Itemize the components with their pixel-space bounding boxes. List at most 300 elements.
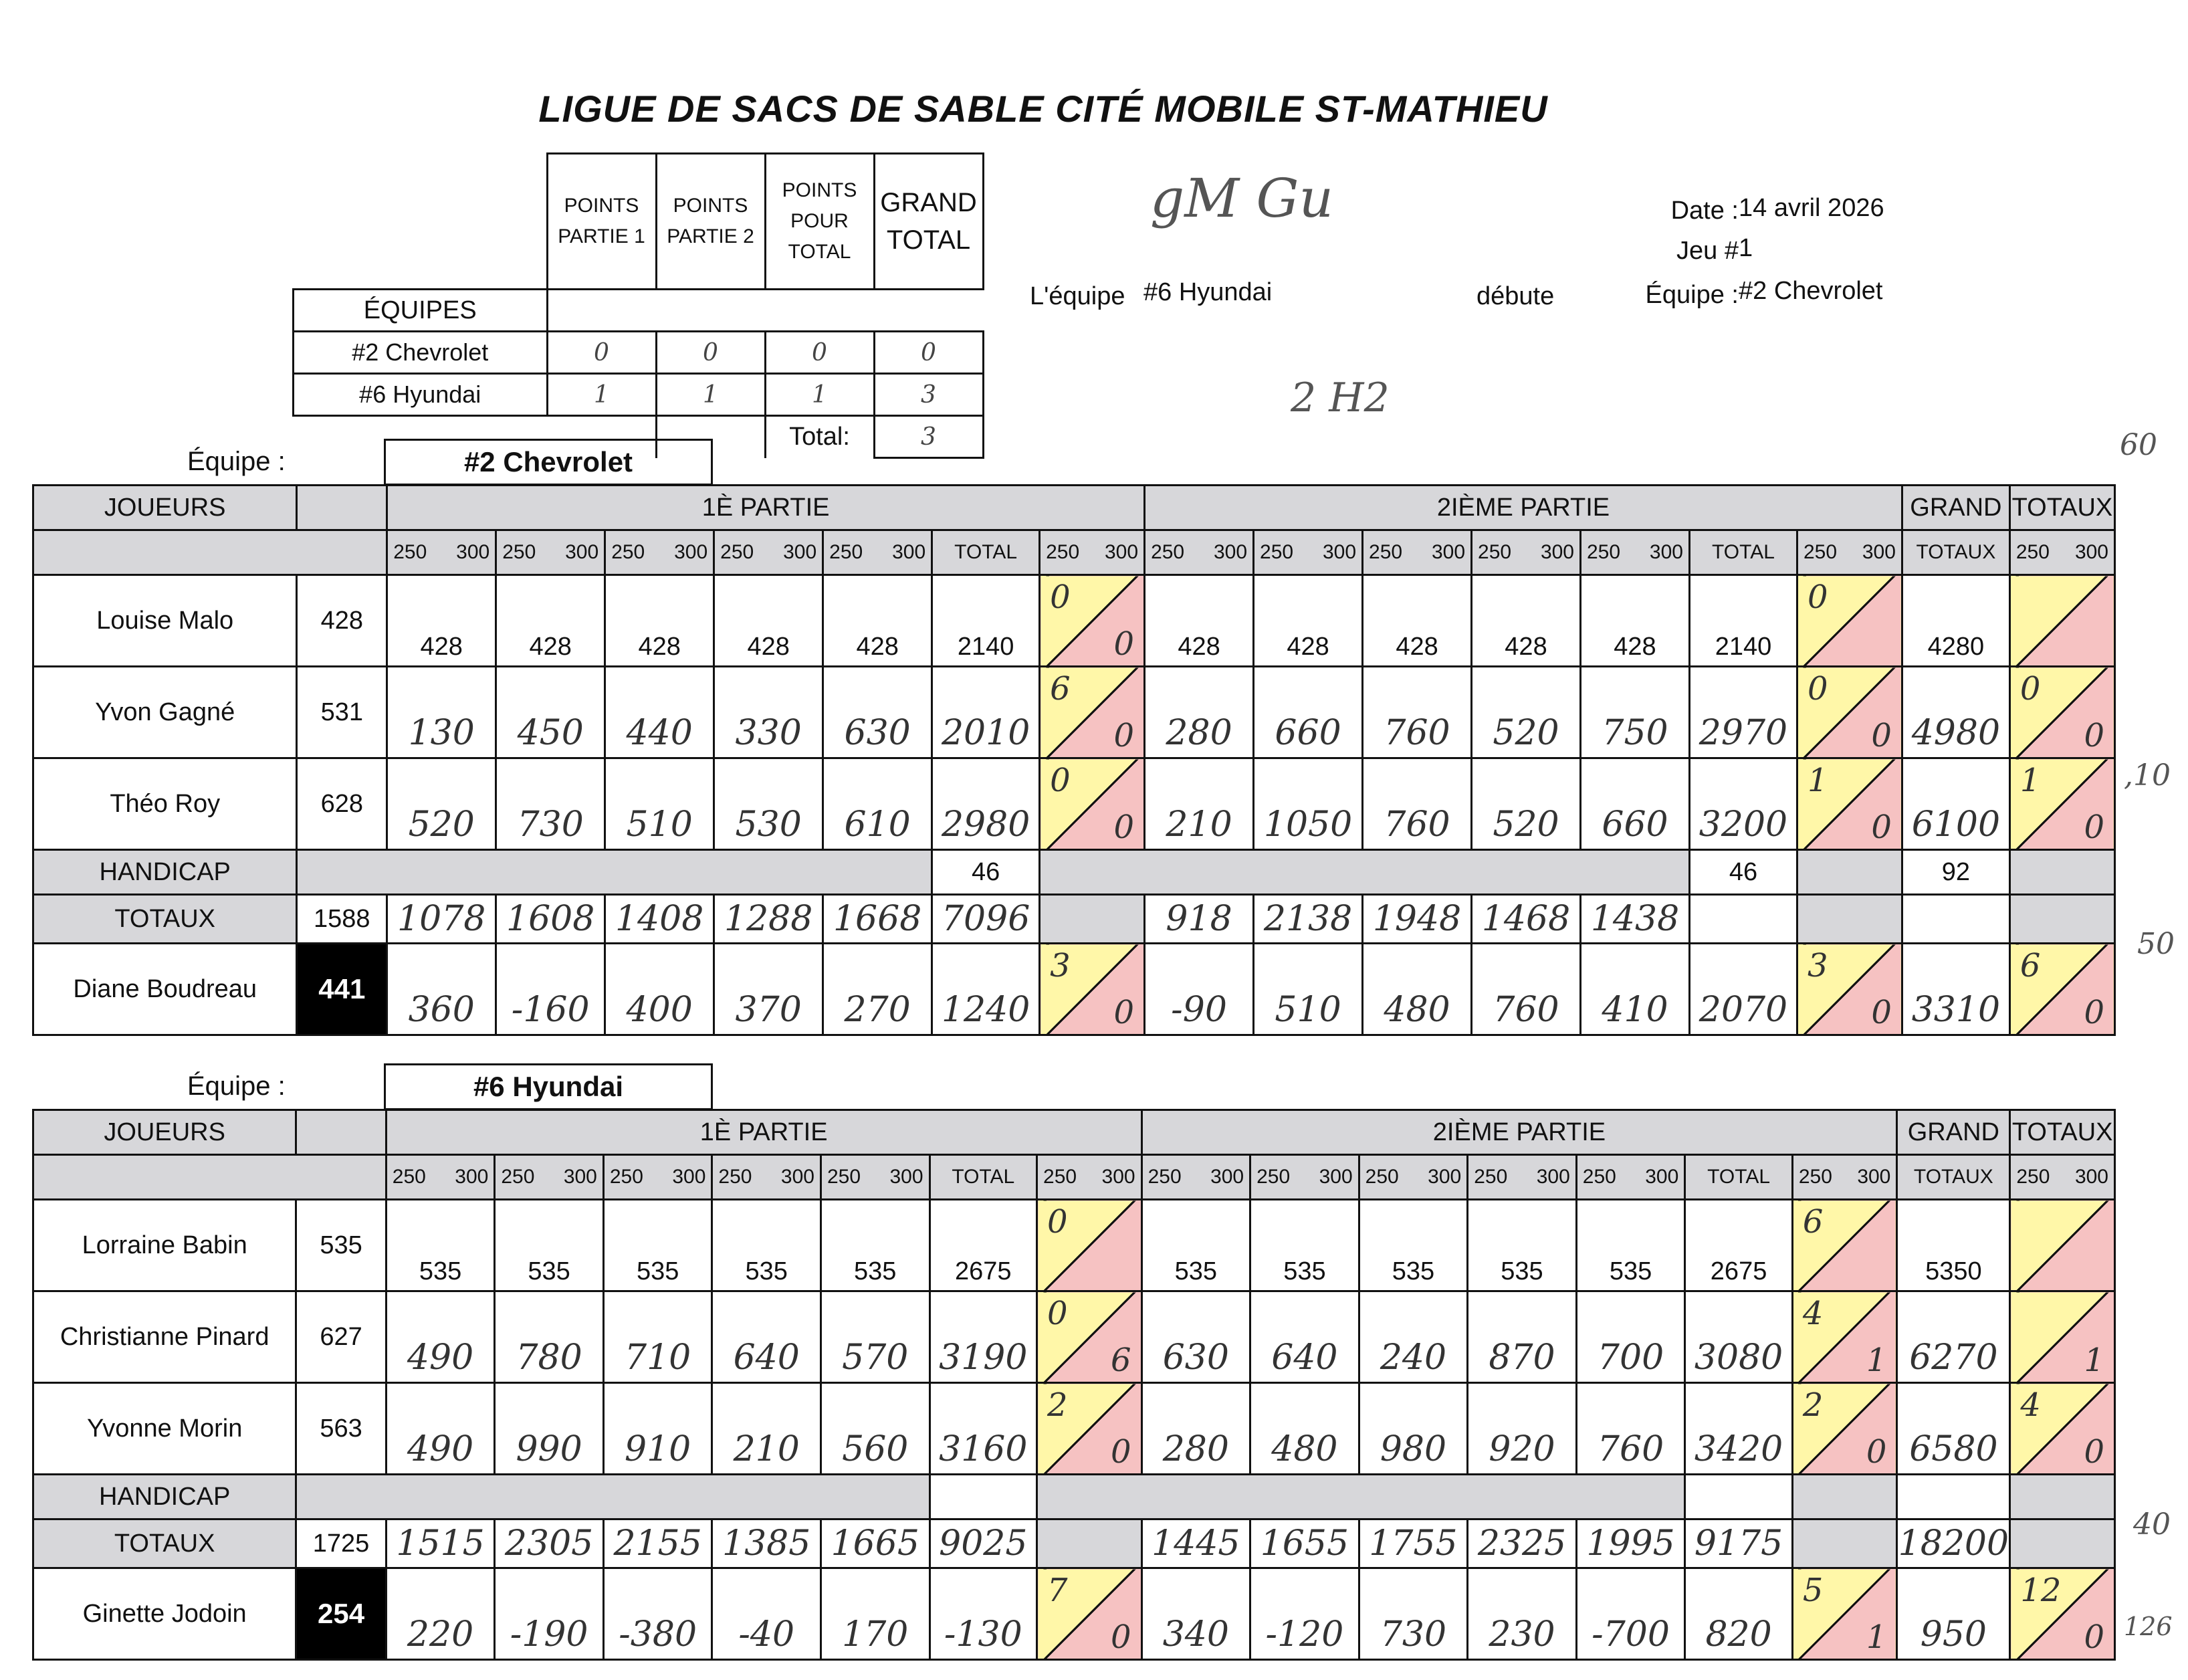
game2-score: 760 <box>1576 1383 1685 1475</box>
game1-score: -190 <box>495 1568 604 1660</box>
totals-game2: 1468 <box>1472 895 1581 944</box>
points-diagonal-cell <box>2009 575 2114 667</box>
game2-score: 535 <box>1468 1200 1577 1291</box>
game2-score: 700 <box>1576 1291 1685 1383</box>
points-diagonal-cell <box>1797 944 1902 1035</box>
totals-header: TOTAUX <box>2009 486 2114 530</box>
game1-score: 780 <box>495 1291 604 1383</box>
game1-score: -160 <box>496 944 605 1035</box>
game2-total: 2675 <box>1685 1200 1793 1291</box>
summary-p1: 0 <box>547 332 656 374</box>
totals-game2-total: 9175 <box>1685 1519 1793 1568</box>
points-250: 4 <box>2020 1386 2041 1424</box>
game1-total: 2140 <box>932 575 1040 667</box>
points-diagonal-cell <box>1792 1291 1897 1383</box>
totals-label: TOTAUX <box>33 895 297 944</box>
game1-score: 530 <box>714 758 823 850</box>
handicap-game2: 46 <box>1689 850 1797 895</box>
starting-team: #6 Hyundai <box>1143 278 1273 306</box>
handicap-blank <box>297 850 387 895</box>
game1-score: 510 <box>605 758 714 850</box>
players-header: JOUEURS <box>33 1110 296 1155</box>
points-250: 6 <box>2019 947 2041 984</box>
totals-label: TOTAUX <box>33 1519 296 1568</box>
margin-note: 50 <box>2137 927 2175 961</box>
game1-score: 910 <box>603 1383 712 1475</box>
player-average: 441 <box>297 944 387 1035</box>
game1-score: 610 <box>823 758 932 850</box>
game2-score: 280 <box>1145 667 1254 758</box>
game1-score: 570 <box>820 1291 929 1383</box>
team-label: Équipe : <box>1645 281 1739 309</box>
totals-game1: 1078 <box>387 895 496 944</box>
grand-total: 6580 <box>1897 1383 2010 1475</box>
game1-total: 3160 <box>929 1383 1037 1475</box>
summary-pt: 0 <box>765 332 874 374</box>
game2-score: 760 <box>1472 944 1581 1035</box>
points-diagonal-cell <box>2010 1383 2115 1475</box>
points-diagonal-cell <box>2009 667 2114 758</box>
game2-score: 750 <box>1581 667 1690 758</box>
totals-game1: 2155 <box>603 1519 712 1568</box>
player-row <box>33 1200 2115 1291</box>
game2-score: 535 <box>1359 1200 1468 1291</box>
game1-total: 2980 <box>932 758 1040 850</box>
summary-pt: 1 <box>765 374 874 416</box>
col-grand-total: GRAND TOTAL <box>874 154 983 290</box>
totals-average: 1725 <box>296 1519 386 1568</box>
handicap-blank <box>2010 1475 2115 1519</box>
points-250: 0 <box>1050 579 1071 616</box>
grand-total: 4980 <box>1902 667 2009 758</box>
game2-score: 428 <box>1145 575 1254 667</box>
handicap-row <box>33 1475 2115 1519</box>
points-250: 4 <box>1802 1295 1824 1332</box>
handicap-game1 <box>929 1475 1037 1519</box>
player-name: Diane Boudreau <box>33 944 297 1035</box>
handicap-blank <box>1797 850 1902 895</box>
game2-score: 240 <box>1359 1291 1468 1383</box>
summary-total-value: 3 <box>874 416 983 458</box>
points-250: 0 <box>1807 670 1828 708</box>
game1-score: -380 <box>603 1568 712 1660</box>
player-average: 628 <box>297 758 387 850</box>
player-row <box>33 1291 2115 1383</box>
game1-total: 3190 <box>929 1291 1037 1383</box>
totals-grand <box>1902 895 2009 944</box>
grand-header: GRAND <box>1902 486 2009 530</box>
game2-score: 280 <box>1141 1383 1250 1475</box>
points-300: 0 <box>1113 994 1135 1031</box>
points-diagonal-cell <box>2010 1200 2115 1291</box>
points-250: 0 <box>1050 762 1071 799</box>
totals-game2: 1995 <box>1576 1519 1685 1568</box>
substitute-row <box>33 944 2115 1035</box>
game2-score: 980 <box>1359 1383 1468 1475</box>
starts-prefix: L'équipe <box>1030 282 1125 310</box>
points-diagonal-cell <box>2010 1291 2115 1383</box>
team-name-box: #6 Hyundai <box>384 1063 713 1110</box>
totals-game1: 1288 <box>714 895 823 944</box>
game1-score: 220 <box>386 1568 495 1660</box>
totals-blank <box>1797 895 1902 944</box>
points-300: 1 <box>2084 1342 2104 1379</box>
points-300: 0 <box>1111 1433 1131 1471</box>
game1-score: 428 <box>496 575 605 667</box>
player-name: Louise Malo <box>33 575 297 667</box>
players-header: JOUEURS <box>33 486 297 530</box>
points-300: 6 <box>1111 1342 1131 1379</box>
points-250: 0 <box>1047 1295 1068 1332</box>
game2-total: 820 <box>1685 1568 1793 1660</box>
summary-table <box>292 152 984 459</box>
col-points-pour-total: POINTS POUR TOTAL <box>765 154 874 290</box>
game1-score: 990 <box>495 1383 604 1475</box>
grand-total: 950 <box>1897 1568 2010 1660</box>
game2-score: 230 <box>1468 1568 1577 1660</box>
points-300: 1 <box>1866 1618 1887 1656</box>
game1-score: 450 <box>496 667 605 758</box>
points-300: 1 <box>1866 1342 1887 1379</box>
summary-total-label: Total: <box>765 416 874 458</box>
team-name-box: #2 Chevrolet <box>384 439 713 486</box>
game1-score: 428 <box>823 575 932 667</box>
points-diagonal-cell <box>1040 944 1145 1035</box>
game2-score: 520 <box>1472 758 1581 850</box>
totals-game2: 2138 <box>1254 895 1363 944</box>
totals-game1: 1665 <box>820 1519 929 1568</box>
points-diagonal-cell <box>1792 1200 1897 1291</box>
game2-score: 760 <box>1363 758 1472 850</box>
player-average: 563 <box>296 1383 386 1475</box>
margin-note: 126 <box>2124 1612 2173 1641</box>
team-label: Équipe : <box>187 447 286 476</box>
game2-total: 3420 <box>1685 1383 1793 1475</box>
game2-score: 428 <box>1581 575 1690 667</box>
game1-header: 1È PARTIE <box>386 1110 1141 1155</box>
game1-score: 640 <box>712 1291 821 1383</box>
points-300: 0 <box>1871 994 1892 1031</box>
game2-score: 920 <box>1468 1383 1577 1475</box>
points-250: 6 <box>1050 670 1071 708</box>
game2-score: 535 <box>1141 1200 1250 1291</box>
handicap-game1: 46 <box>932 850 1040 895</box>
points-250: 1 <box>1807 762 1828 799</box>
grand-total: 6270 <box>1897 1291 2010 1383</box>
points-250: 7 <box>1047 1572 1068 1609</box>
handicap-blank <box>387 850 932 895</box>
team-label: Équipe : <box>187 1071 286 1101</box>
totals-game1-total: 9025 <box>929 1519 1037 1568</box>
game2-score: 480 <box>1363 944 1472 1035</box>
points-diagonal-cell <box>1792 1383 1897 1475</box>
game2-score: 660 <box>1581 758 1690 850</box>
game1-total: 2010 <box>932 667 1040 758</box>
player-average: 254 <box>296 1568 386 1660</box>
game2-total: 3200 <box>1689 758 1797 850</box>
handicap-label: HANDICAP <box>33 1475 296 1519</box>
points-diagonal-cell <box>1040 667 1145 758</box>
totals-grand: 18200 <box>1897 1519 2010 1568</box>
game1-score: 428 <box>605 575 714 667</box>
points-diagonal-cell <box>1792 1568 1897 1660</box>
totals-game1: 1385 <box>712 1519 821 1568</box>
game1-score: -40 <box>712 1568 821 1660</box>
player-name: Yvon Gagné <box>33 667 297 758</box>
signature-scribble: gM Gu <box>1150 167 1333 229</box>
player-name: Lorraine Babin <box>33 1200 296 1291</box>
date-value: 14 avril 2026 <box>1739 194 1884 222</box>
game1-score: 330 <box>714 667 823 758</box>
margin-note: ,10 <box>2124 758 2171 793</box>
totals-blank <box>1037 1519 1142 1568</box>
game2-score: -700 <box>1576 1568 1685 1660</box>
player-name: Théo Roy <box>33 758 297 850</box>
game2-score: 630 <box>1141 1291 1250 1383</box>
game1-score: 730 <box>496 758 605 850</box>
handicap-blank <box>296 1475 386 1519</box>
game2-score: 1050 <box>1254 758 1363 850</box>
totals-game2: 1948 <box>1363 895 1472 944</box>
team-score-table: JOUEURS 1È PARTIE 2IÈME PARTIE GRAND TOTAUX 250 300 250 300 250 300 250 300 250 300 TOTAL 250 300 250 300 250 300 250 300 250 300 250 300 TOTAL 250 300 TOTAUX 250 300 Louise Malo 428 428 428 428 428 428 2140 0 0 428 428 428 428 428 2140 0 4280 Yvon Gagné 531 130 450 440 330 630 2010 6 0 280 660 760 520 750 2970 0 0 4980 0 0 Théo Roy 628 520 730 510 530 610 2980 0 0 210 1050 760 520 660 3200 1 0 6100 1 0 HANDICAP 46 46 92 TOTAUX 1588 1078 1608 1408 1288 1668 7096 918 2138 1948 1468 1438 Diane Boudreau 441 360 -160 400 370 270 1240 3 0 -90 510 480 760 410 2070 3 0 3310 6 0 <box>32 484 2116 1036</box>
game2-score: 210 <box>1145 758 1254 850</box>
game2-score: 535 <box>1250 1200 1359 1291</box>
handicap-blank <box>1037 1475 1685 1519</box>
summary-gt: 3 <box>874 374 983 416</box>
totals-game1: 1408 <box>605 895 714 944</box>
game1-total: 2675 <box>929 1200 1037 1291</box>
page-title: LIGUE DE SACS DE SABLE CITÉ MOBILE ST-MATHIEU <box>538 88 1548 130</box>
game1-score: 710 <box>603 1291 712 1383</box>
points-250: 5 <box>1802 1572 1824 1609</box>
summary-p2: 1 <box>656 374 765 416</box>
points-diagonal-cell <box>1037 1568 1142 1660</box>
game2-score: 428 <box>1363 575 1472 667</box>
totals-game1: 1608 <box>496 895 605 944</box>
points-diagonal-cell <box>1037 1200 1142 1291</box>
game1-score: 535 <box>820 1200 929 1291</box>
totals-game1-total: 7096 <box>932 895 1040 944</box>
points-diagonal-cell <box>2009 758 2114 850</box>
game2-score: 428 <box>1472 575 1581 667</box>
game2-score: 640 <box>1250 1291 1359 1383</box>
game1-score: 440 <box>605 667 714 758</box>
game1-score: 370 <box>714 944 823 1035</box>
points-diagonal-cell <box>1040 575 1145 667</box>
totals-game2: 1438 <box>1581 895 1690 944</box>
totals-game2: 1755 <box>1359 1519 1468 1568</box>
col-points-partie-2: POINTS PARTIE 2 <box>656 154 765 290</box>
game1-score: 130 <box>387 667 496 758</box>
game1-score: 490 <box>386 1383 495 1475</box>
totals-game2: 918 <box>1145 895 1254 944</box>
totals-game2: 1655 <box>1250 1519 1359 1568</box>
game1-total: -130 <box>929 1568 1037 1660</box>
summary-team-name: #2 Chevrolet <box>294 332 548 374</box>
points-300: 0 <box>1113 717 1135 754</box>
handwritten-note: 2 H2 <box>1291 375 1390 421</box>
game2-score: 410 <box>1581 944 1690 1035</box>
points-diagonal-cell <box>1037 1383 1142 1475</box>
points-300: 0 <box>2084 717 2104 754</box>
points-300: 0 <box>1111 1618 1131 1656</box>
game1-total: 1240 <box>932 944 1040 1035</box>
game1-score: 520 <box>387 758 496 850</box>
player-row <box>33 758 2115 850</box>
game1-score: 630 <box>823 667 932 758</box>
game2-score: 510 <box>1254 944 1363 1035</box>
game1-score: 428 <box>714 575 823 667</box>
game1-score: 400 <box>605 944 714 1035</box>
team-score-table: JOUEURS 1È PARTIE 2IÈME PARTIE GRAND TOTAUX 250 300 250 300 250 300 250 300 250 300 TOTAL 250 300 250 300 250 300 250 300 250 300 250 300 TOTAL 250 300 TOTAUX 250 300 Lorraine Babin 535 535 535 535 535 535 2675 0 535 535 535 535 535 2675 6 5350 Christianne Pinard 627 490 780 710 640 570 3190 0 6 630 640 240 870 700 3080 4 1 6270 1 Yvonne Morin 563 490 990 910 210 560 3160 2 0 280 480 980 920 760 3420 2 0 6580 4 0 HANDICAP TOTAUX 1725 1515 2305 2155 1385 1665 9025 1445 1655 1755 2325 1995 9175 18200 Ginette Jodoin 254 220 -190 -380 -40 170 -130 7 0 340 -120 730 230 -700 820 5 1 950 12 0 <box>32 1109 2116 1661</box>
totals-game2: 1445 <box>1141 1519 1250 1568</box>
handicap-grand <box>1897 1475 2010 1519</box>
game2-header: 2IÈME PARTIE <box>1145 486 1902 530</box>
game2-total: 3080 <box>1685 1291 1793 1383</box>
game1-score: 360 <box>387 944 496 1035</box>
game1-score: 535 <box>495 1200 604 1291</box>
summary-p2: 0 <box>656 332 765 374</box>
points-300: 0 <box>1871 717 1892 754</box>
points-300: 0 <box>2084 994 2104 1031</box>
game2-score: 660 <box>1254 667 1363 758</box>
game2-score: 760 <box>1363 667 1472 758</box>
game1-score: 428 <box>387 575 496 667</box>
date-label: Date : <box>1670 197 1739 225</box>
game1-score: 535 <box>386 1200 495 1291</box>
points-300: 0 <box>1113 809 1135 846</box>
game1-score: 170 <box>820 1568 929 1660</box>
points-diagonal-cell <box>1040 758 1145 850</box>
points-250: 3 <box>1050 947 1071 984</box>
grand-total: 4280 <box>1902 575 2009 667</box>
points-300: 0 <box>2084 809 2104 846</box>
points-250: 0 <box>2019 670 2041 708</box>
handicap-game2 <box>1685 1475 1793 1519</box>
totals-average: 1588 <box>297 895 387 944</box>
margin-note: 60 <box>2120 428 2157 462</box>
points-diagonal-cell <box>2010 1568 2115 1660</box>
game-value: 1 <box>1739 234 1753 262</box>
game2-score: 730 <box>1359 1568 1468 1660</box>
handicap-blank <box>1040 850 1690 895</box>
totals-header: TOTAUX <box>2010 1110 2115 1155</box>
game1-score: 490 <box>386 1291 495 1383</box>
grand-header: GRAND <box>1897 1110 2010 1155</box>
handicap-grand: 92 <box>1902 850 2009 895</box>
game2-score: 340 <box>1141 1568 1250 1660</box>
game-label: Jeu # <box>1676 237 1739 265</box>
handicap-label: HANDICAP <box>33 850 297 895</box>
summary-gt: 0 <box>874 332 983 374</box>
totals-blank <box>2009 895 2114 944</box>
player-name: Yvonne Morin <box>33 1383 296 1475</box>
totals-game1: 1515 <box>386 1519 495 1568</box>
totals-blank <box>1792 1519 1897 1568</box>
points-300: 0 <box>2084 1433 2104 1471</box>
player-row <box>33 1383 2115 1475</box>
game2-total: 2970 <box>1689 667 1797 758</box>
player-average: 428 <box>297 575 387 667</box>
game2-score: 480 <box>1250 1383 1359 1475</box>
grand-total: 5350 <box>1897 1200 2010 1291</box>
totals-row <box>33 895 2115 944</box>
points-250: 3 <box>1807 947 1828 984</box>
points-300: 0 <box>1871 809 1892 846</box>
points-250: 1 <box>2019 762 2041 799</box>
points-250: 12 <box>2020 1572 2062 1609</box>
game1-score: 560 <box>820 1383 929 1475</box>
totals-game1: 2305 <box>495 1519 604 1568</box>
handicap-row <box>33 850 2115 895</box>
totals-game2: 2325 <box>1468 1519 1577 1568</box>
handicap-blank <box>2009 850 2114 895</box>
points-300: 0 <box>1113 625 1135 663</box>
game1-score: 535 <box>603 1200 712 1291</box>
player-average: 535 <box>296 1200 386 1291</box>
teams-header: ÉQUIPES <box>294 290 548 332</box>
totals-blank <box>1040 895 1145 944</box>
points-250: 2 <box>1802 1386 1824 1424</box>
points-250: 0 <box>1047 1203 1068 1241</box>
player-name: Ginette Jodoin <box>33 1568 296 1660</box>
points-300: 0 <box>2084 1618 2104 1656</box>
summary-p1: 1 <box>547 374 656 416</box>
game2-total: 2070 <box>1689 944 1797 1035</box>
starts-suffix: débute <box>1476 282 1555 310</box>
points-diagonal-cell <box>1037 1291 1142 1383</box>
game2-score: 870 <box>1468 1291 1577 1383</box>
game1-score: 270 <box>823 944 932 1035</box>
totals-game1: 1668 <box>823 895 932 944</box>
totals-blank <box>2010 1519 2115 1568</box>
game2-score: 520 <box>1472 667 1581 758</box>
game2-total: 2140 <box>1689 575 1797 667</box>
grand-total: 3310 <box>1902 944 2009 1035</box>
totals-game2-total <box>1689 895 1797 944</box>
points-250: 6 <box>1802 1203 1824 1241</box>
col-points-partie-1: POINTS PARTIE 1 <box>547 154 656 290</box>
player-average: 531 <box>297 667 387 758</box>
team-value: #2 Chevrolet <box>1739 277 1883 305</box>
game2-score: -90 <box>1145 944 1254 1035</box>
player-average: 627 <box>296 1291 386 1383</box>
points-300: 0 <box>1866 1433 1887 1471</box>
game1-score: 210 <box>712 1383 821 1475</box>
points-diagonal-cell <box>1797 758 1902 850</box>
game2-score: 535 <box>1576 1200 1685 1291</box>
points-diagonal-cell <box>1797 575 1902 667</box>
game2-score: -120 <box>1250 1568 1359 1660</box>
points-diagonal-cell <box>1797 667 1902 758</box>
game1-score: 535 <box>712 1200 821 1291</box>
totals-row <box>33 1519 2115 1568</box>
margin-note: 40 <box>2133 1507 2171 1542</box>
player-name: Christianne Pinard <box>33 1291 296 1383</box>
grand-total: 6100 <box>1902 758 2009 850</box>
game2-header: 2IÈME PARTIE <box>1141 1110 1897 1155</box>
game2-score: 428 <box>1254 575 1363 667</box>
player-row <box>33 575 2115 667</box>
points-250: 2 <box>1047 1386 1068 1424</box>
points-250: 0 <box>1807 579 1828 616</box>
player-row <box>33 667 2115 758</box>
summary-team-name: #6 Hyundai <box>294 374 548 416</box>
substitute-row <box>33 1568 2115 1660</box>
game1-header: 1È PARTIE <box>387 486 1145 530</box>
handicap-blank <box>1792 1475 1897 1519</box>
handicap-blank <box>386 1475 929 1519</box>
